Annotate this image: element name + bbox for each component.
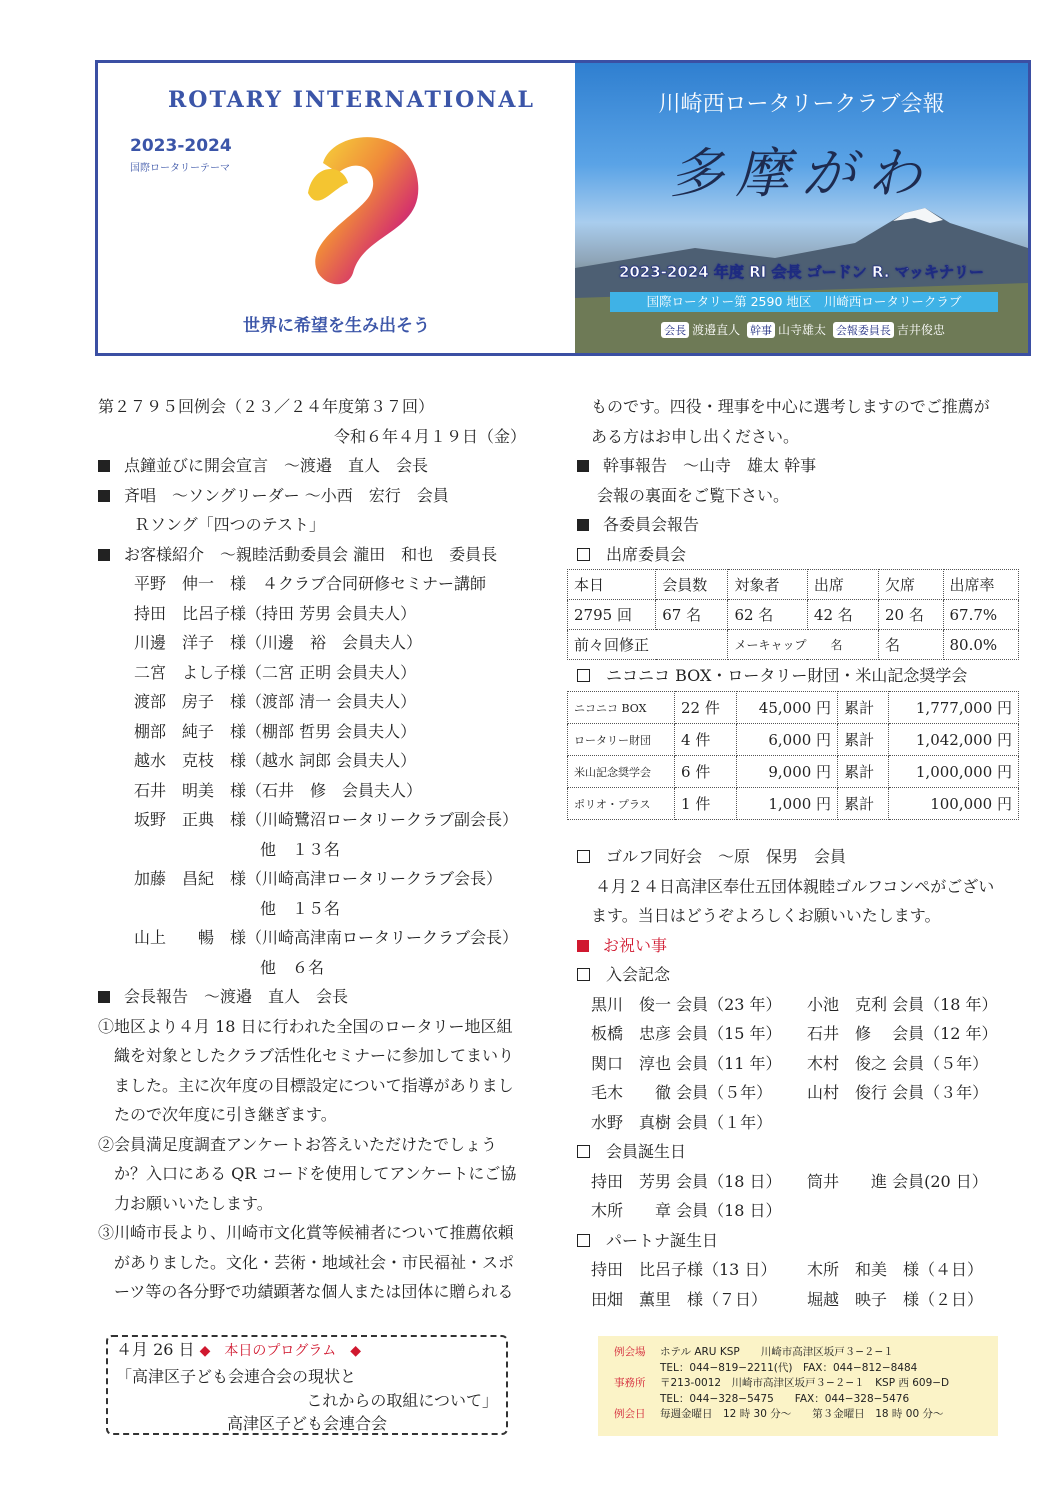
agenda-item: お客様紹介 ～親睦活動委員会 瀧田 和也 委員長 — [98, 540, 538, 570]
partner-birthday-row: 持田 比呂子様（13 日） 木所 和美 様（４日） — [591, 1260, 984, 1279]
subsection-heading: ゴルフ同好会 ～原 保男 会員 — [577, 842, 1027, 872]
ri-theme-panel — [98, 63, 575, 353]
meeting-date: 令和６年４月１９日（金） — [334, 426, 527, 446]
ri-title: ROTARY INTERNATIONAL — [168, 87, 535, 113]
program-date: ４月 26 日 — [116, 1340, 195, 1359]
partner-birthday-row: 田畑 薫里 様（７日） 堀越 映子 様（２日） — [591, 1289, 984, 1309]
subsection-heading: 会員誕生日 — [577, 1137, 1027, 1167]
officer-name: 山寺雄太 — [777, 323, 826, 337]
officer-role: 会長 — [661, 322, 689, 338]
nico-heading — [577, 661, 1027, 691]
meeting-number: 第２７９５回例会（２３／２４年度第３７回） — [98, 397, 435, 416]
venue-contact: TEL：044−819−2211(代) FAX：044−812−8484 — [660, 1361, 918, 1374]
section-heading: お祝い事 — [577, 931, 1027, 961]
ri-president: 2023-2024 年度 RI 会長 ゴードン R. マッキナリー — [618, 263, 985, 281]
section-heading: 幹事報告 ～山寺 雄太 幹事 — [577, 451, 1027, 481]
anniversary-row: 毛木 徹 会員（５年） 山村 俊行 会員（３年） — [591, 1083, 989, 1102]
guest: 渡部 房子 様（渡部 清一 会員夫人） — [134, 692, 417, 711]
club-info-box — [598, 1336, 998, 1436]
guest: 石井 明美 様（石井 修 会員夫人） — [134, 780, 423, 800]
report-line: たので次年度に引き継ぎます。 — [114, 1105, 337, 1124]
program-speaker: 高津区子ども会連合会 — [226, 1414, 387, 1433]
report-line: ーツ等の各分野で功績顕著な個人または団体に贈られる — [114, 1282, 514, 1301]
table-row: ニコニコ BOX 22 件 45,000 円 累計 1,777,000 円 — [568, 692, 1019, 724]
subsection-heading: 出席委員会 — [577, 540, 1027, 570]
ri-theme-logo — [293, 123, 433, 293]
anniversary-row: 黒川 俊一 会員（23 年） 小池 克利 会員（18 年） — [591, 994, 998, 1014]
theme-label: 国際ロータリーテーマ — [130, 163, 230, 174]
guest: 二宮 よし子様（二宮 正明 会員夫人） — [134, 662, 417, 682]
officer-name: 渡邉直人 — [692, 323, 741, 337]
subsection-heading: 入会記念 — [577, 960, 1027, 990]
table-row: ロータリー財団 4 件 6,000 円 累計 1,042,000 円 — [568, 724, 1019, 756]
masthead — [95, 60, 1031, 356]
table-row: 2795 回 67 名 62 名 42 名 20 名 67.7% — [568, 600, 1019, 630]
meeting-day-line: 例会日 毎週金曜日 12 時 30 分〜 第３金曜日 18 時 00 分〜 — [614, 1408, 944, 1420]
newsletter-name: 多摩がわ — [669, 142, 934, 205]
anniversary-row: 関口 淳也 会員（11 年） 木村 俊之 会員（５年） — [591, 1053, 989, 1073]
guest: 川邊 洋子 様（川邊 裕 会員夫人） — [134, 633, 423, 652]
report-line: ②会員満足度調査アンケートお答えいただけたでしょう — [98, 1134, 498, 1154]
birthday-row: 持田 芳男 会員（18 日） 筒井 進 会員(20 日） — [591, 1171, 988, 1191]
golf-text: ます。当日はどうぞよろしくお願いいたします。 — [591, 906, 941, 925]
agenda-item: 会長報告 ～渡邉 直人 会長 — [98, 982, 538, 1012]
guest: 棚部 純子 様（棚部 哲男 会員夫人） — [134, 721, 417, 741]
guest: 坂野 正典 様（川崎鷺沼ロータリークラブ副会長） — [134, 810, 519, 829]
officer-role: 会報委員長 — [833, 322, 894, 338]
report-line: ました。主に次年度の目標設定について指導がありまし — [114, 1075, 514, 1095]
theme-slogan: 世界に希望を生み出そう — [243, 316, 430, 336]
club-banner — [575, 63, 1028, 353]
golf-text: ４月２４日高津区奉仕五団体親睦ゴルフコンペがござい — [595, 876, 995, 896]
subsection-heading: ニコニコ BOX・ロータリー財団・米山記念奨学会 — [577, 661, 1027, 691]
anniversary-row: 板橋 忠彦 会員（15 年） 石井 修 会員（12 年） — [591, 1024, 998, 1043]
section-heading: 各委員会報告 — [577, 510, 1027, 540]
guest-others: 他 １５名 — [260, 898, 341, 918]
donations-table — [567, 691, 1019, 820]
office-line: 事務所 〒213-0012 川崎市高津区坂戸３−２−１ KSP 西 609−D — [614, 1377, 950, 1389]
agenda-item: 点鐘並びに開会宣言 ～渡邉 直人 会長 — [98, 451, 538, 481]
secretary-report: 会報の裏面をご覧下さい。 — [597, 485, 790, 505]
venue-line: 例会場 ホテル ARU KSP 川崎市高津区坂戸３−２−１ — [614, 1346, 894, 1358]
guest: 平野 伸一 様 ４クラブ合同研修セミナー講師 — [134, 574, 487, 593]
right-column-top — [577, 392, 1027, 569]
guest: 山上 暢 様（川崎高津南ロータリークラブ会長） — [134, 928, 519, 947]
table-row: 前々回修正 メーキャップ 名 名 80.0% — [568, 630, 1019, 660]
report-line: ③川崎市長より、川崎市文化賞等候補者について推薦依頼 — [98, 1223, 514, 1242]
officer-role: 幹事 — [747, 322, 775, 338]
program-title-line: これからの取組について」 — [306, 1391, 498, 1410]
district-label: 国際ロータリー第 2590 地区 川崎西ロータリークラブ — [610, 292, 998, 312]
report-line: ①地区より４月 18 日に行われた全国のロータリー地区組 — [98, 1016, 513, 1036]
report-line: がありました。文化・芸術・地域社会・市民福祉・スポ — [114, 1252, 515, 1272]
report-line: か？入口にある QR コードを使用してアンケートにご協 — [114, 1164, 517, 1183]
table-header-row: 本日 会員数 対象者 出席 欠席 出席率 — [568, 570, 1019, 600]
right-column-bottom — [577, 842, 1027, 1314]
officer-name: 吉井俊忠 — [896, 323, 945, 337]
office-contact: TEL：044−328−5475 FAX：044−328−5476 — [660, 1392, 910, 1405]
agenda-item: 斉唱 ～ソングリーダー ～小西 宏行 会員 — [98, 481, 538, 511]
birthday-row: 木所 章 会員（18 日） — [591, 1201, 782, 1220]
report-continued: ある方はお申し出ください。 — [591, 426, 800, 446]
officers — [575, 321, 1028, 338]
subsection-heading: パートナ誕生日 — [577, 1226, 1027, 1256]
guest-others: 他 ６名 — [260, 957, 325, 977]
table-row: ポリオ・プラス 1 件 1,000 円 累計 100,000 円 — [568, 788, 1019, 820]
anniversary-row: 水野 真樹 会員（１年） — [591, 1112, 773, 1132]
program-title-line: 「高津区子ども会連合会の現状と — [116, 1367, 357, 1386]
club-title: 川崎西ロータリークラブ会報 — [658, 92, 945, 117]
song: Ｒソング「四つのテスト」 — [134, 515, 326, 534]
table-row: 米山記念奨学会 6 件 9,000 円 累計 1,000,000 円 — [568, 756, 1019, 788]
attendance-table — [567, 569, 1019, 660]
report-line: 織を対象としたクラブ活性化セミナーに参加してまいり — [114, 1046, 515, 1065]
report-continued: ものです。四役・理事を中心に選考しますのでご推薦が — [591, 397, 990, 416]
program-label: ◆ 本日のプログラム ◆ — [199, 1343, 362, 1359]
todays-program — [106, 1335, 508, 1435]
guest-others: 他 １３名 — [260, 839, 341, 859]
guest: 越水 克枝 様（越水 詞郎 会員夫人） — [134, 751, 417, 770]
left-column — [98, 392, 538, 1307]
theme-year: 2023-2024 — [130, 136, 232, 156]
report-line: 力お願いいたします。 — [114, 1193, 273, 1213]
guest: 加藤 昌紀 様（川崎高津ロータリークラブ会長） — [134, 869, 503, 888]
guest: 持田 比呂子様（持田 芳男 会員夫人） — [134, 603, 417, 623]
